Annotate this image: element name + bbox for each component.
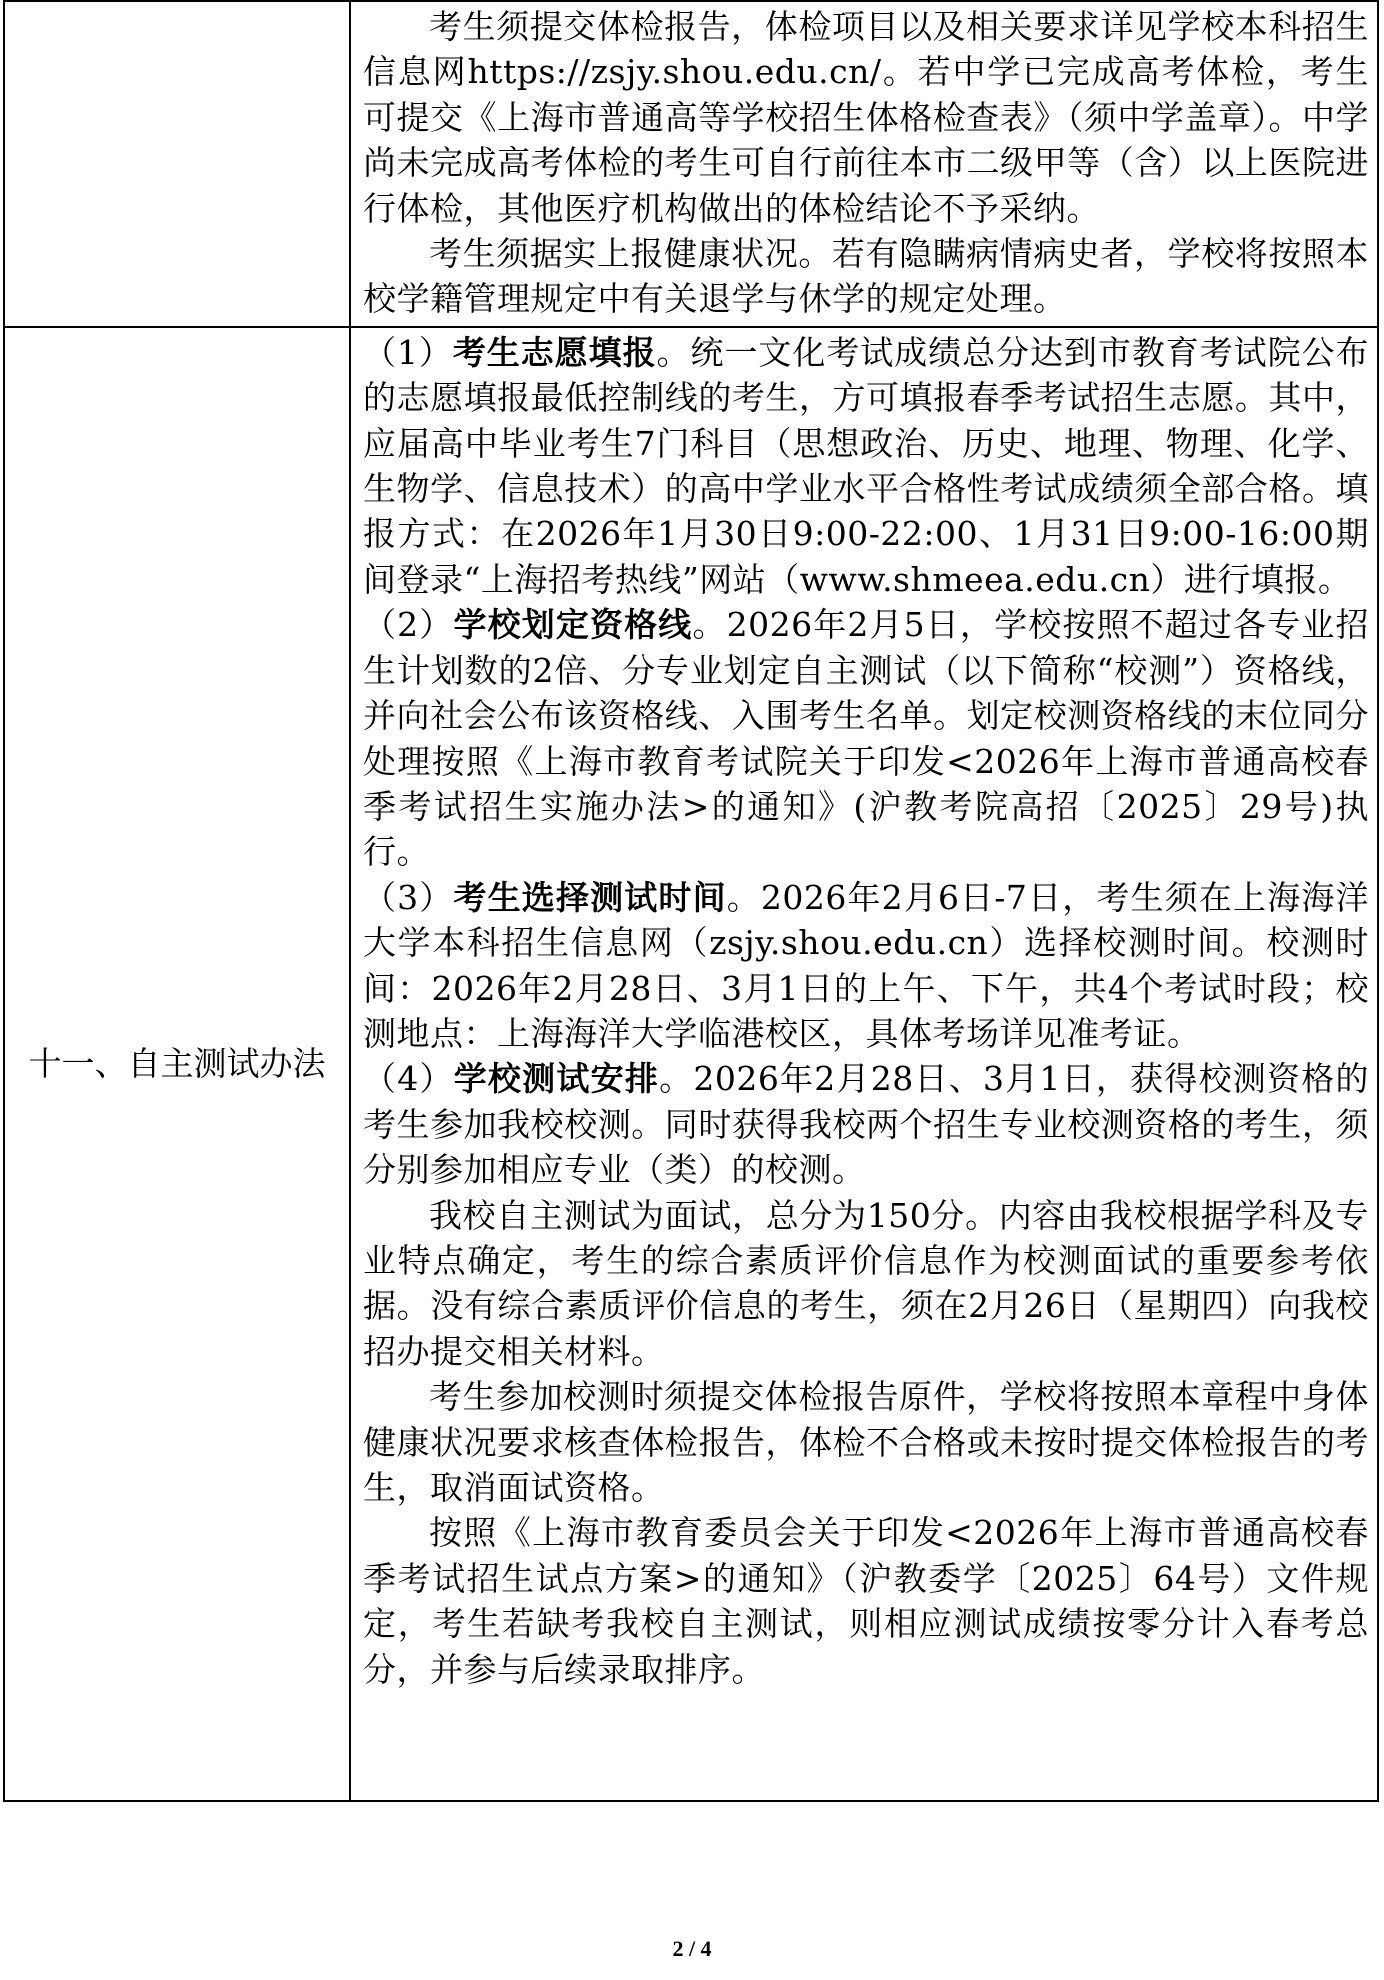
item-text: 。2026年2月6日-7日，考生须在上海海洋大学本科招生信息网（zsjy.shou.edu.cn）选择校测时间。校测时间：2026年2月28日、3月1日的上午、下午，共4个考试时段；校测地点：上海海洋大学临港校区，具体考场详见准考证。 [363,877,1369,1053]
page-number: 2 / 4 [672,1936,712,1961]
list-item [363,875,1369,1057]
item-title: 考生选择测试时间 [453,877,727,917]
list-item [363,602,1369,874]
list-item [363,330,1369,602]
paragraph: 考生须提交体检报告，体检项目以及相关要求详见学校本科招生信息网https://zsjy.shou.edu.cn/。若中学已完成高考体检，考生可提交《上海市普通高等学校招生体格检查表》（须中学盖章）。中学尚未完成高考体检的考生可自行前往本市二级甲等（含）以上医院进行体检，其他医疗机构做出的体检结论不予采纳。 [363,7,1369,228]
item-text: 。2026年2月5日，学校按照不超过各专业招生计划数的2倍、分专业划定自主测试（以下简称“校测”）资格线，并向社会公布该资格线、入围考生名单。划定校测资格线的末位同分处理按照《上海市教育考试院关于印发<2026年上海市普通高校春季考试招生实施办法>的通知》(沪教考院高招〔2025〕29号)执行。 [363,605,1370,872]
table-row [4,327,1378,1801]
list-item [363,1056,1369,1192]
item-number: （1） [363,332,453,372]
table-row [4,1,1378,327]
row-content [350,1,1378,327]
row-label: 十一、自主测试办法 [4,327,350,1801]
item-number: （3） [363,877,454,917]
paragraph: 考生参加校测时须提交体检报告原件，学校将按照本章程中身体健康状况要求核查体检报告，体检不合格或未按时提交体检报告的考生，取消面试资格。 [363,1377,1369,1507]
item-title: 考生志愿填报 [452,332,657,372]
item-text: 。统一文化考试成绩总分达到市教育考试院公布的志愿填报最低控制线的考生，方可填报春季考试招生志愿。其中，应届高中毕业考生7门科目（思想政治、历史、地理、物理、化学、生物学、信息技术）的高中学业水平合格性考试成绩须全部合格。填报方式：在2026年1月30日9:00-22:00、1月31日9:00-16:00期间登录“上海招考热线”网站（www.shmeea.edu.cn）进行填报。 [363,332,1370,599]
row-content [350,327,1378,1801]
paragraph: 我校自主测试为面试，总分为150分。内容由我校根据学科及专业特点确定，考生的综合素质评价信息作为校测面试的重要参考依据。没有综合素质评价信息的考生，须在2月26日（星期四）向我校招办提交相关材料。 [363,1195,1369,1371]
paragraph: 考生须据实上报健康状况。若有隐瞒病情病史者，学校将按照本校学籍管理规定中有关退学与休学的规定处理。 [363,234,1369,319]
paragraph: 按照《上海市教育委员会关于印发<2026年上海市普通高校春季考试招生试点方案>的通知》（沪教委学〔2025〕64号）文件规定，考生若缺考我校自主测试，则相应测试成绩按零分计入春考总分，并参与后续录取排序。 [363,1513,1369,1689]
item-text: 。2026年2月28日、3月1日，获得校测资格的考生参加我校校测。同时获得我校两个招生专业校测资格的考生，须分别参加相应专业（类）的校测。 [363,1059,1370,1190]
item-number: （4） [363,1059,454,1099]
row-label [4,1,350,327]
item-title: 学校测试安排 [453,1059,660,1099]
admissions-table [3,0,1379,1802]
item-number: （2） [363,605,454,645]
item-title: 学校划定资格线 [453,605,693,645]
